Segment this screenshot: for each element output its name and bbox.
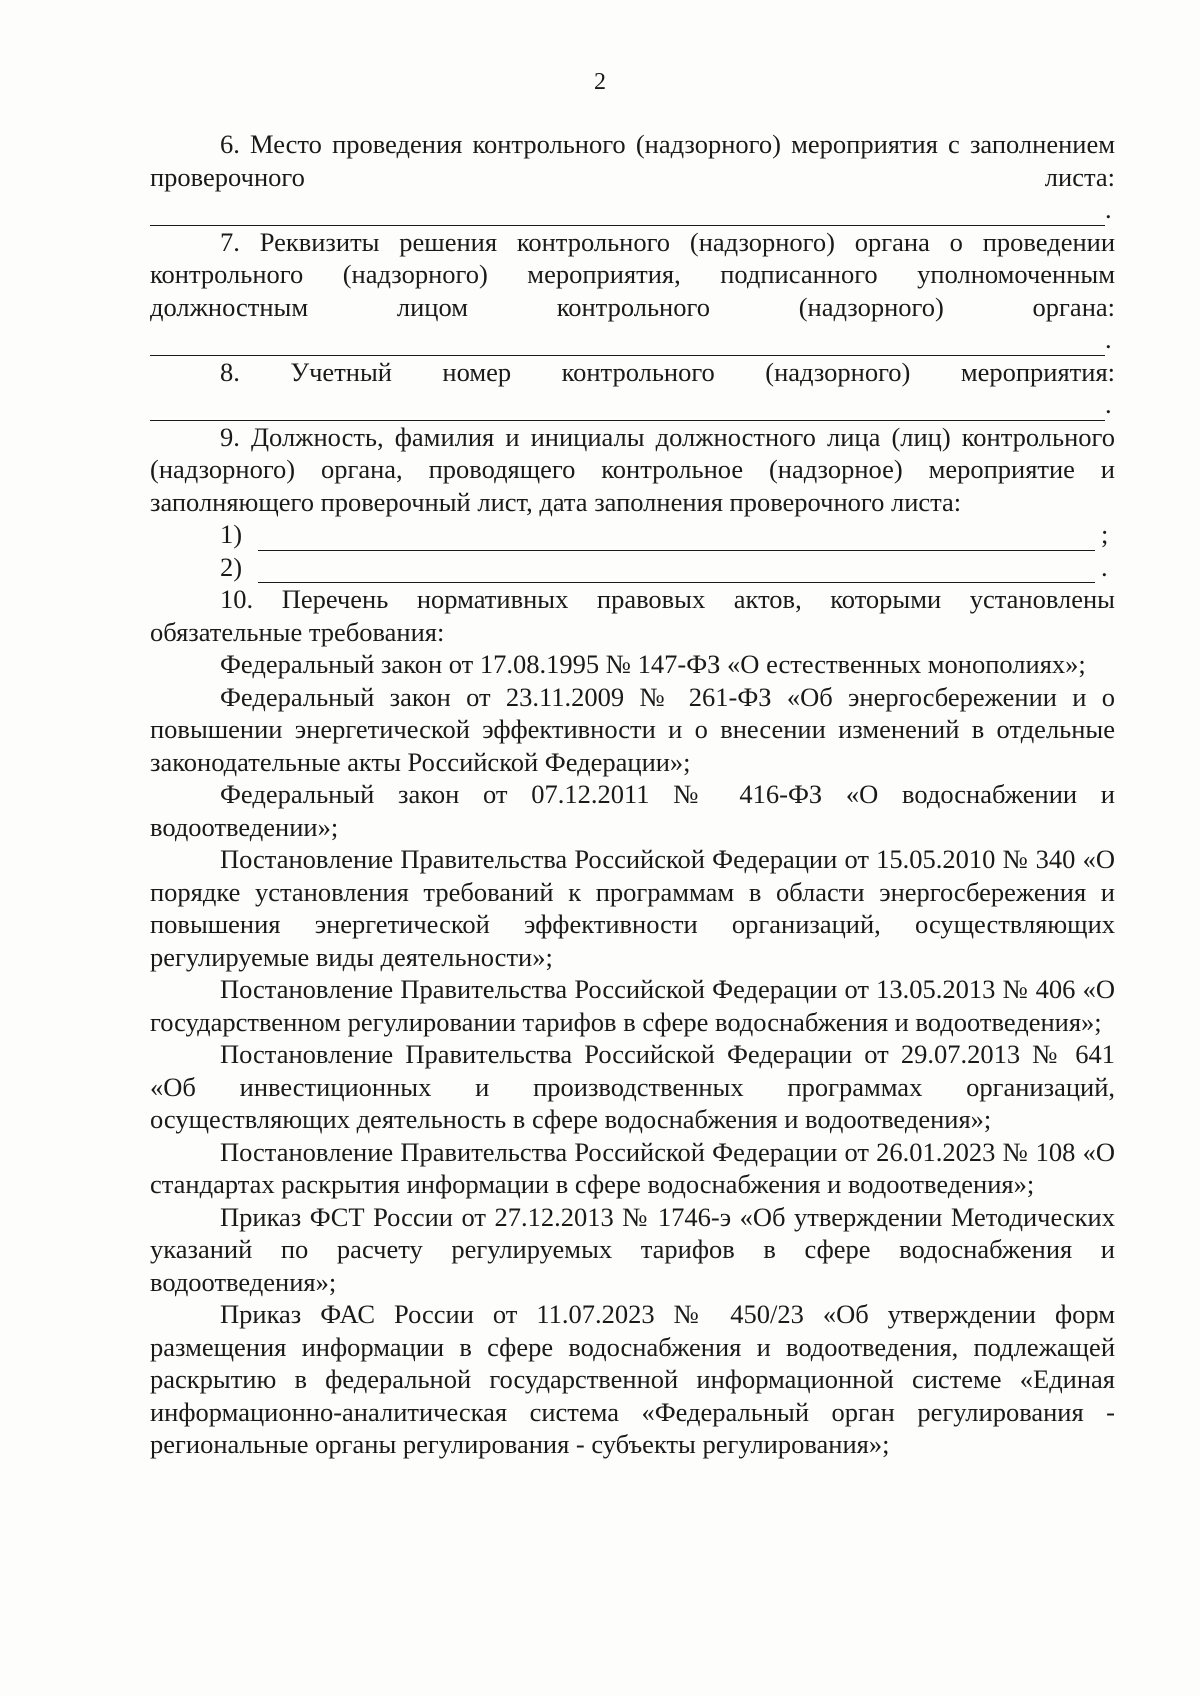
item-9-entry-2-number: 2) — [220, 551, 243, 582]
page-number: 2 — [594, 69, 606, 95]
item-8-line-end: . — [1105, 389, 1112, 419]
item-9-text: 9. Должность, фамилия и инициалы должностного лица (лиц) контрольного (надзорного) органа, проводящего контрольное (надзорное) мероприятие и заполняющего проверочный лист, дата заполнения проверочного листа: — [150, 421, 1115, 517]
act-paragraph: Федеральный закон от 23.11.2009 № 261-ФЗ «Об энергосбережении и о повышении энергетической эффективности и о внесении изменений в отдельные законодательные акты Российской Федерации»; — [150, 681, 1115, 777]
act-paragraph: Постановление Правительства Российской Федерации от 29.07.2013 № 641 «Об инвестиционных и производственных программах организаций, осуществляющих деятельность в сфере водоснабжения и водоотведения»; — [150, 1039, 1115, 1134]
act-paragraph: Постановление Правительства Российской Федерации от 15.05.2010 № 340 «О порядке установления требований к программам в области энергосбережения и повышения энергетической эффективности организаций, осуществляющих регулируемые виды деятельности»; — [150, 844, 1115, 972]
act-paragraph: Постановление Правительства Российской Федерации от 13.05.2013 № 406 «О государственном регулировании тарифов в сфере водоснабжения и водоотведения»; — [150, 974, 1115, 1037]
act-paragraph: Постановление Правительства Российской Федерации от 26.01.2023 № 108 «О стандартах раскрытия информации в сфере водоснабжения и водоотведения»; — [150, 1136, 1115, 1199]
item-6-underline — [150, 199, 1105, 226]
document-body — [150, 128, 1115, 1461]
item-9-entry-1[interactable] — [150, 518, 1115, 551]
item-9-entry-2-underline — [258, 556, 1095, 583]
item-8-text: 8. Учетный номер контрольного (надзорного) мероприятия: — [220, 356, 1115, 387]
act-paragraph: Федеральный закон от 07.12.2011 № 416-ФЗ «О водоснабжении и водоотведении»; — [150, 779, 1115, 842]
act-paragraph: Приказ ФАС России от 11.07.2023 № 450/23 «Об утверждении форм размещения информации в сфере водоснабжения и водоотведения, подлежащей раскрытию в федеральной государственной информационной системе «Единая информационно-аналитическая система «Федеральный орган регулирования - региональные органы регулирования - субъекты регулирования»; — [150, 1299, 1115, 1459]
item-10-text: 10. Перечень нормативных правовых актов, которыми установлены обязательные требования: — [150, 584, 1115, 647]
item-7-blank-line[interactable] — [150, 323, 1115, 356]
item-8-underline — [150, 394, 1105, 421]
item-6-text: 6. Место проведения контрольного (надзорного) мероприятия с заполнением проверочного листа: — [150, 129, 1115, 192]
act-paragraph: Приказ ФСТ России от 27.12.2013 № 1746-э «Об утверждении Методических указаний по расчету регулируемых тарифов в сфере водоснабжения и водоотведения»; — [150, 1201, 1115, 1297]
item-7-line-end: . — [1105, 324, 1112, 354]
item-6-blank-line[interactable] — [150, 193, 1115, 226]
item-7-text: 7. Реквизиты решения контрольного (надзорного) органа о проведении контрольного (надзорного) мероприятия, подписанного уполномоченным должностным лицом контрольного (надзорного) органа: — [150, 226, 1115, 322]
item-9-entry-2[interactable] — [150, 551, 1115, 584]
item-9-entry-2-end: . — [1101, 551, 1108, 582]
item-9-entry-1-end: ; — [1101, 519, 1109, 549]
item-9-entry-1-underline — [258, 524, 1095, 551]
item-9-entry-1-number: 1) — [220, 519, 243, 549]
item-6-line-end: . — [1105, 194, 1112, 224]
act-paragraph: Федеральный закон от 17.08.1995 № 147-ФЗ «О естественных монополиях»; — [220, 649, 1086, 679]
item-8-blank-line[interactable] — [150, 388, 1115, 421]
item-7-underline — [150, 329, 1105, 356]
